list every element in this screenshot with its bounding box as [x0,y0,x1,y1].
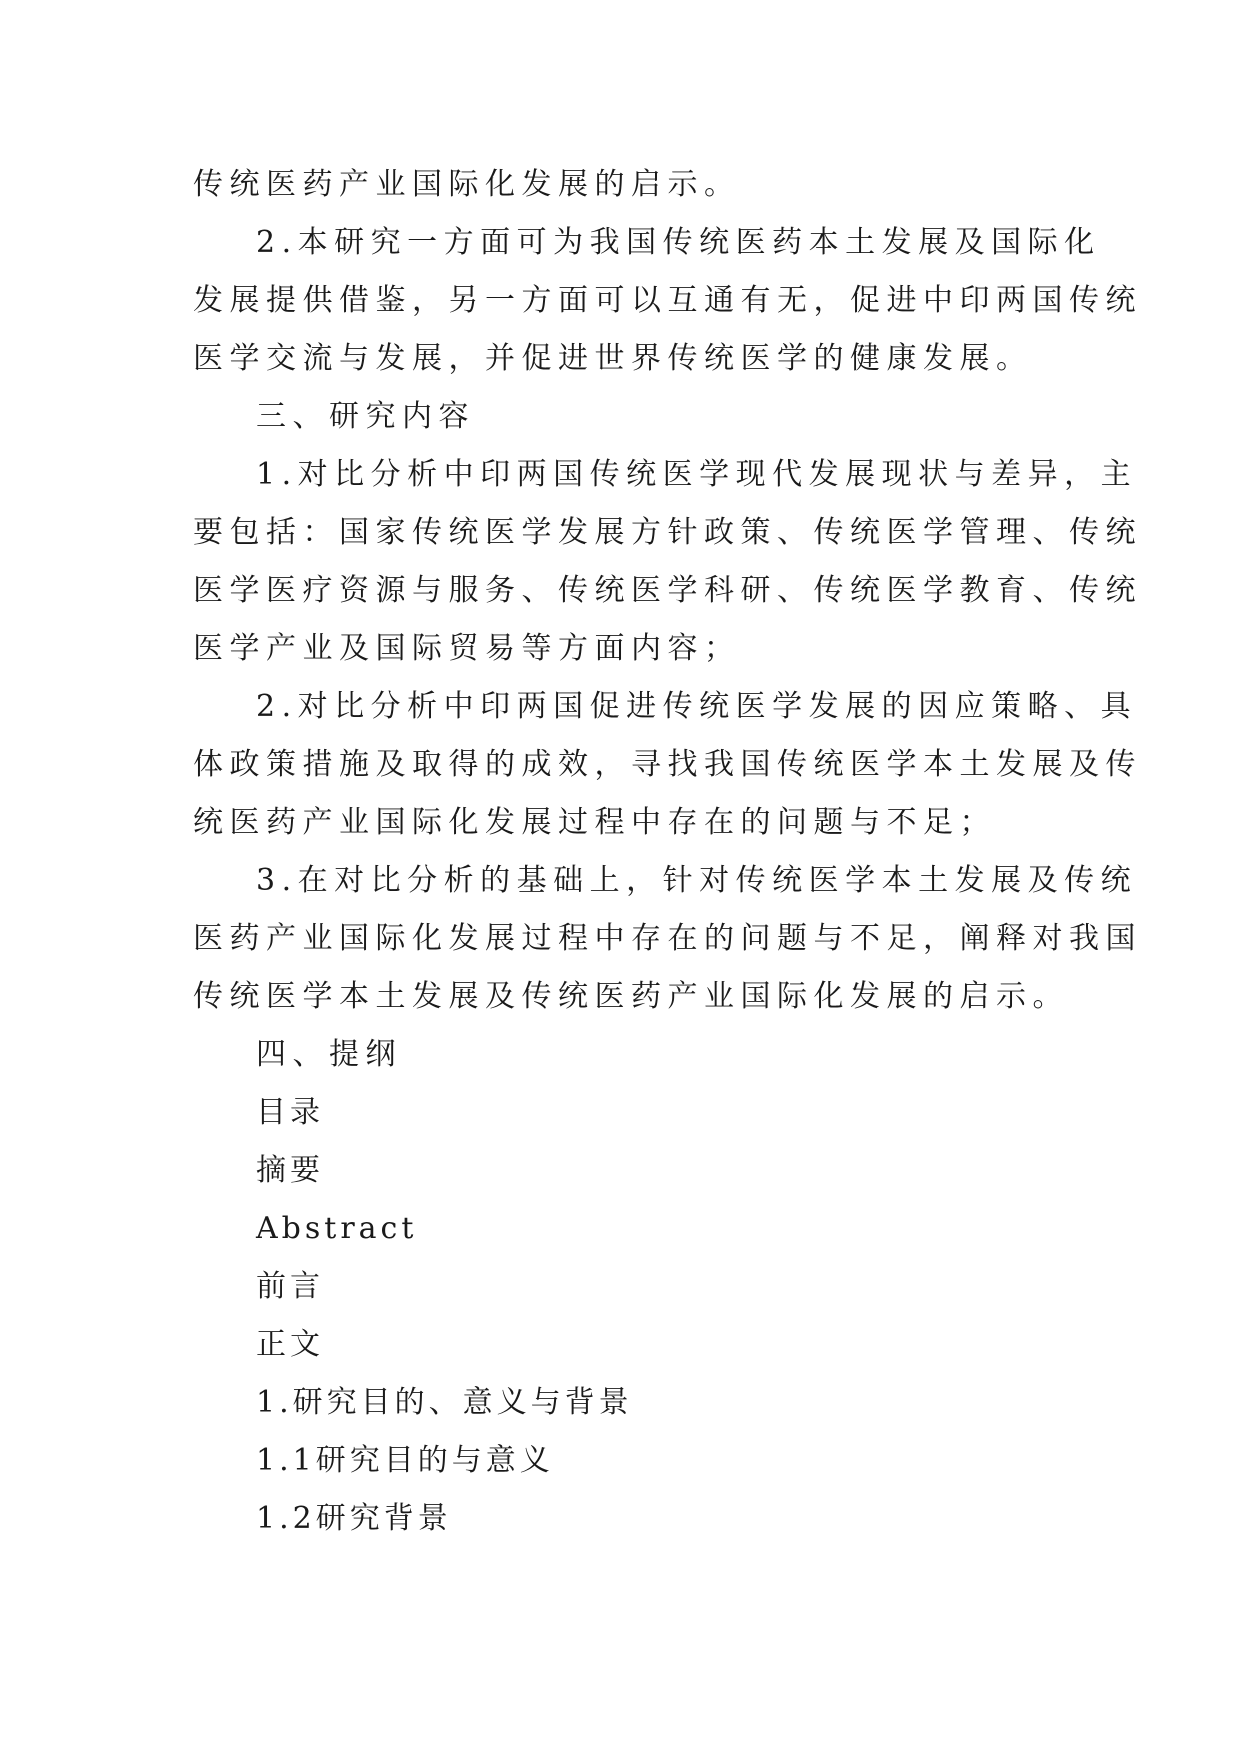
paragraph-line: 2.对比分析中印两国促进传统医学发展的因应策略、具 [256,689,1138,724]
paragraph-line: 医学交流与发展，并促进世界传统医学的健康发展。 [193,341,1033,376]
paragraph-line: 传统医学本土发展及传统医药产业国际化发展的启示。 [193,979,1069,1014]
paragraph-line: 要包括：国家传统医学发展方针政策、传统医学管理、传统 [193,515,1142,550]
paragraph-line: 统医药产业国际化发展过程中存在的问题与不足； [193,805,996,840]
paragraph-line: 医药产业国际化发展过程中存在的问题与不足，阐释对我国 [193,921,1142,956]
outline-item: 目录 [256,1095,324,1130]
paragraph-line: 1.对比分析中印两国传统医学现代发展现状与差异，主 [256,457,1138,492]
section-heading: 四、提纲 [256,1037,402,1072]
outline-item: 正文 [256,1327,324,1362]
outline-item: Abstract [256,1211,418,1246]
outline-item: 1.2研究背景 [256,1501,452,1536]
paragraph-line: 发展提供借鉴，另一方面可以互通有无，促进中印两国传统 [193,283,1142,318]
outline-item: 1.1研究目的与意义 [256,1443,554,1478]
paragraph-line: 医学医疗资源与服务、传统医学科研、传统医学教育、传统 [193,573,1142,608]
outline-item: 1.研究目的、意义与背景 [256,1385,633,1420]
section-heading: 三、研究内容 [256,399,475,434]
outline-item: 摘要 [256,1153,324,1188]
outline-item: 前言 [256,1269,324,1304]
paragraph-line: 3.在对比分析的基础上，针对传统医学本土发展及传统 [256,863,1138,898]
paragraph-line: 2.本研究一方面可为我国传统医药本土发展及国际化 [256,225,1101,260]
paragraph-line: 传统医药产业国际化发展的启示。 [193,167,741,202]
paragraph-line: 医学产业及国际贸易等方面内容； [193,631,741,666]
paragraph-line: 体政策措施及取得的成效，寻找我国传统医学本土发展及传 [193,747,1142,782]
